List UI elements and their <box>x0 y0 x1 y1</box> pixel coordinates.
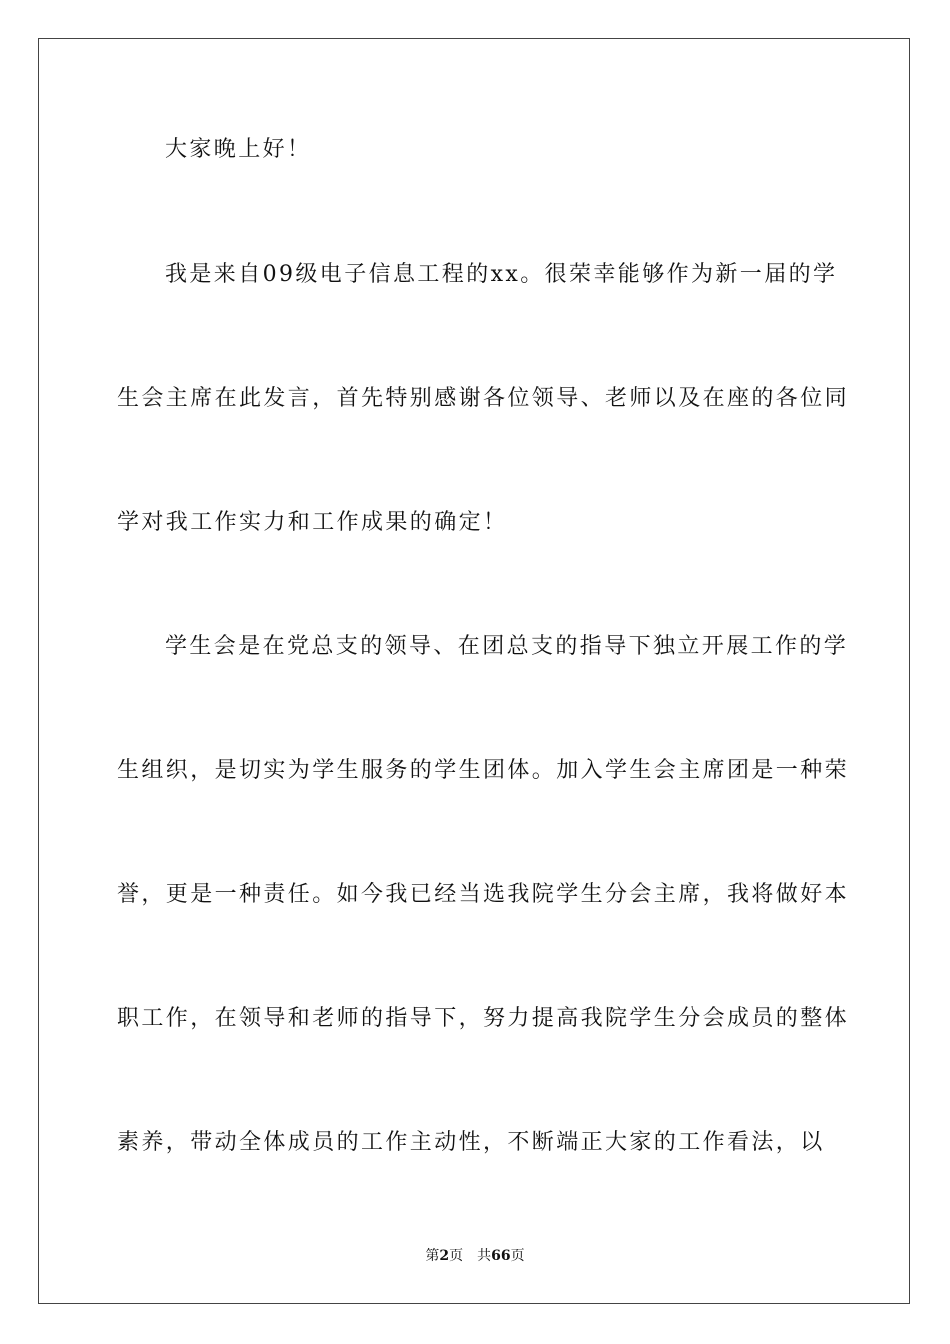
total-pages: 66 <box>491 1248 511 1264</box>
text-line: 学对我工作实力和工作成果的确定！ <box>117 510 508 535</box>
text-line: 生组织，是切实为学生服务的学生团体。加入学生会主席团是一种荣 <box>117 758 850 783</box>
page-footer <box>0 1246 950 1266</box>
text-line: 学生会是在党总支的领导、在团总支的指导下独立开展工作的学 <box>165 634 849 659</box>
page-prefix: 第 <box>425 1248 440 1264</box>
page-number: 2 <box>439 1248 450 1264</box>
total-prefix: 共 <box>477 1248 492 1264</box>
text-line: 职工作，在领导和老师的指导下，努力提高我院学生分会成员的整体 <box>117 1006 850 1031</box>
text-line: 生会主席在此发言，首先特别感谢各位领导、老师以及在座的各位同 <box>117 386 850 411</box>
total-suffix: 页 <box>510 1248 525 1264</box>
text-line: 我是来自09级电子信息工程的xx。很荣幸能够作为新一届的学 <box>165 262 838 287</box>
page-suffix: 页 <box>449 1248 464 1264</box>
text-line: 誉，更是一种责任。如今我已经当选我院学生分会主席，我将做好本 <box>117 882 850 907</box>
text-line: 素养，带动全体成员的工作主动性，不断端正大家的工作看法，以 <box>117 1130 825 1155</box>
text-line: 大家晚上好！ <box>165 137 312 162</box>
page-border <box>38 38 910 1304</box>
